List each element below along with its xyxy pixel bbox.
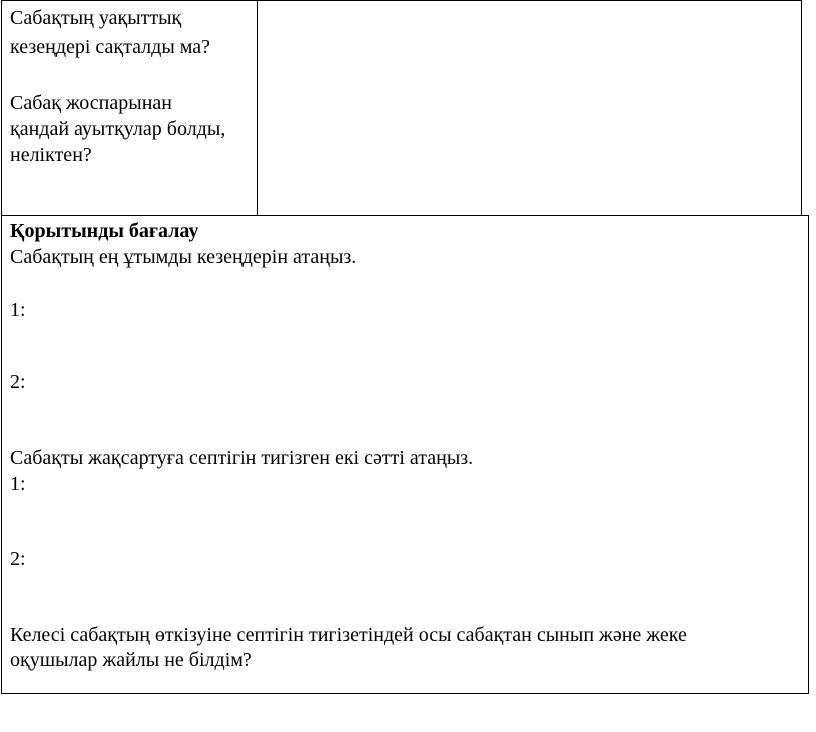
successful-moment-2-label: 2: (10, 548, 26, 570)
question2-line3: неліктен? (10, 144, 92, 166)
final-evaluation-cell[interactable] (1, 215, 809, 694)
question2-line2: қандай ауытқулар болды, (10, 118, 226, 140)
question1-line1: Сабақтың уақыттық (10, 7, 182, 29)
next-lesson-prompt-line1: Келесі сабақтың өткізуіне септігін тигізетіндей осы сабақтан сынып және жеке (10, 624, 687, 646)
timing-answer-cell[interactable] (257, 0, 802, 216)
question1-line2: кезеңдері сақталды ма? (10, 36, 211, 58)
successful-moment-1-label: 1: (10, 473, 26, 495)
effective-stages-prompt: Сабақтың ең ұтымды кезеңдерін атаңыз. (10, 246, 357, 268)
evaluation-heading: Қорытынды бағалау (10, 220, 199, 242)
question2-line1: Сабақ жоспарынан (10, 92, 172, 114)
successful-moments-prompt: Сабақты жақсартуға септігін тигізген екі сәтті атаңыз. (10, 447, 474, 469)
effective-stage-2-label: 2: (10, 371, 26, 393)
effective-stage-1-label: 1: (10, 299, 26, 321)
timing-question-cell (1, 0, 258, 216)
next-lesson-prompt-line2: оқушылар жайлы не білдім? (10, 649, 252, 671)
